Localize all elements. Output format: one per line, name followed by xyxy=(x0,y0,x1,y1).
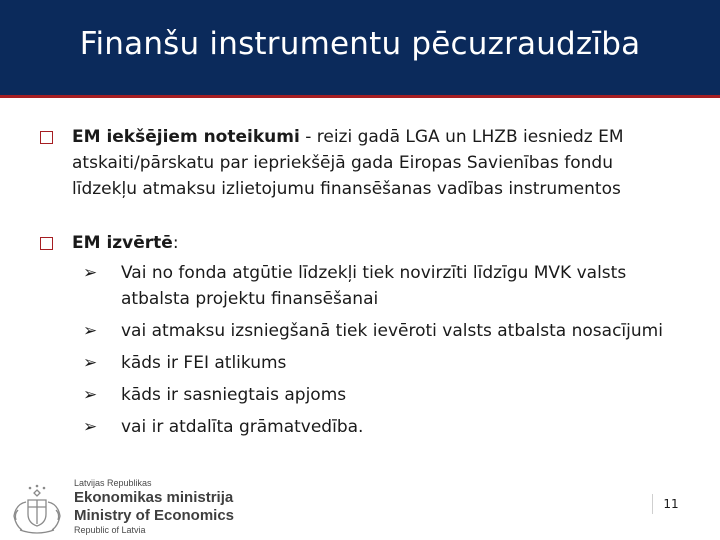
bullet-item xyxy=(40,124,680,202)
page-number: 11 xyxy=(652,494,689,514)
arrow-bullet-icon: ➢ xyxy=(83,321,98,341)
sub-bullet-text: Vai no fonda atgūtie līdzekļi tiek novirzīti līdzīgu MVK valsts atbalsta projektu finansēšanai xyxy=(121,263,627,309)
square-bullet-icon xyxy=(40,237,53,250)
arrow-bullet-icon: ➢ xyxy=(83,263,98,283)
ministry-name xyxy=(74,478,234,536)
sub-bullet-list xyxy=(40,260,680,440)
ministry-line-4: Republic of Latvia xyxy=(74,525,146,535)
bullet-text xyxy=(72,124,680,202)
sub-bullet-text: vai ir atdalīta grāmatvedība. xyxy=(121,417,364,437)
title-bar xyxy=(0,0,720,95)
arrow-bullet-icon: ➢ xyxy=(83,353,98,373)
bullet-body: - reizi gadā LGA un LHZB iesniedz EM atskaiti/pārskatu par iepriekšējā gada Eiropas Savienības fondu līdzekļu atmaksu izlietojumu finansēšanas vadības instrumentos xyxy=(72,127,624,199)
arrow-bullet-icon: ➢ xyxy=(83,417,98,437)
sub-bullet-text: kāds ir sasniegtais apjoms xyxy=(121,385,347,405)
sub-bullet-item xyxy=(83,382,680,408)
title-divider xyxy=(0,95,720,98)
slide-title: Finanšu instrumentu pēcuzraudzība xyxy=(79,25,641,62)
sub-bullet-text: kāds ir FEI atlikums xyxy=(121,353,287,373)
bullet-lead: EM iekšējiem noteikumi xyxy=(72,127,300,147)
bullet-lead: EM izvērtē xyxy=(72,233,173,253)
ministry-logo-block xyxy=(4,476,264,538)
bullet-text xyxy=(72,230,680,256)
arrow-bullet-icon: ➢ xyxy=(83,385,98,405)
sub-bullet-item xyxy=(83,414,680,440)
bullet-body: : xyxy=(172,233,179,253)
bullet-item xyxy=(40,230,680,256)
sub-bullet-item xyxy=(83,350,680,376)
sub-bullet-item xyxy=(83,260,680,312)
ministry-line-3: Ministry of Economics xyxy=(74,507,235,524)
ministry-line-1: Latvijas Republikas xyxy=(74,478,152,488)
sub-bullet-text: vai atmaksu izsniegšanā tiek ievēroti valsts atbalsta nosacījumi xyxy=(121,321,663,341)
slide-content xyxy=(40,124,680,440)
ministry-line-2: Ekonomikas ministrija xyxy=(74,489,234,506)
square-bullet-icon xyxy=(40,131,53,144)
sub-bullet-item xyxy=(83,318,680,344)
latvia-coat-of-arms-icon xyxy=(6,484,68,536)
